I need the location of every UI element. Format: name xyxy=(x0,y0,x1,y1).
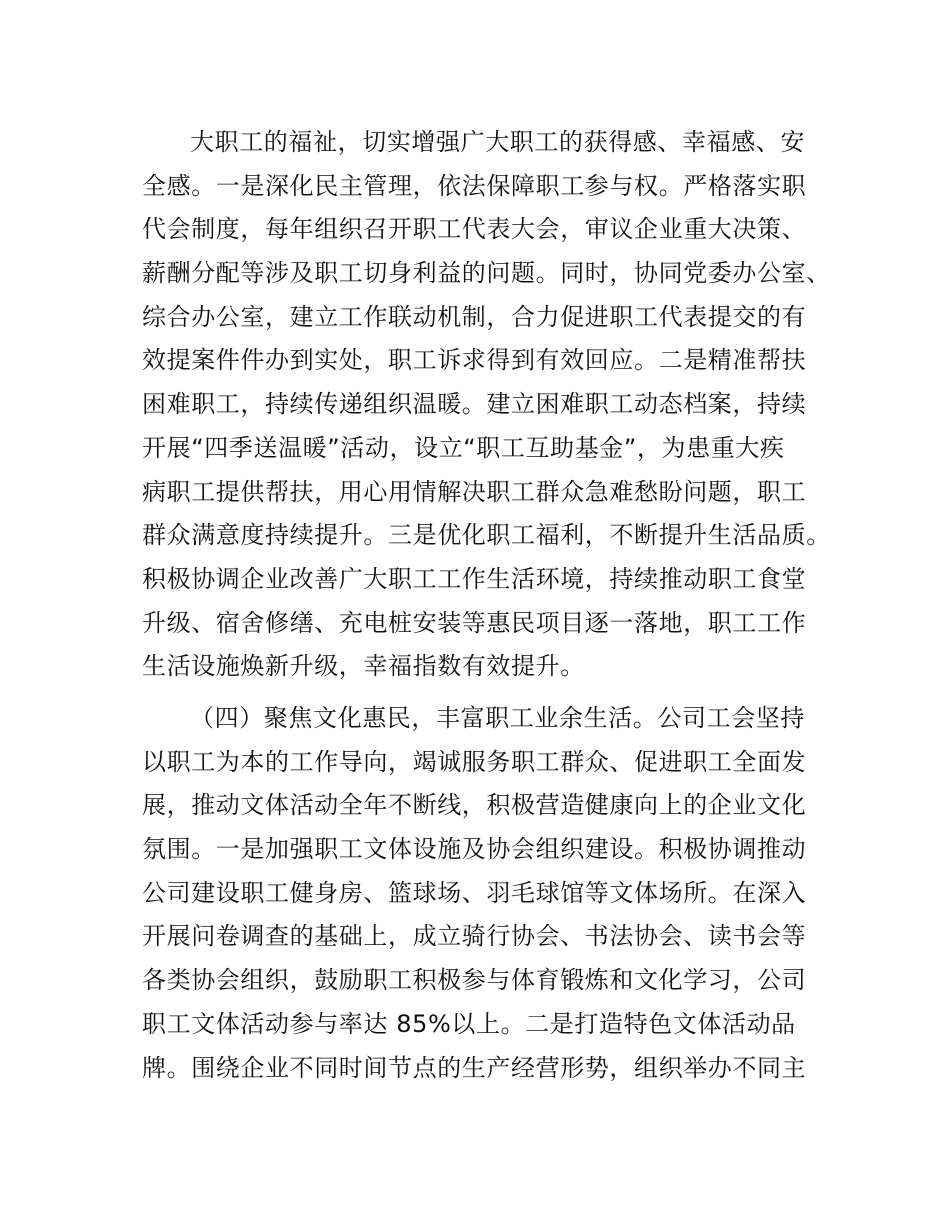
paragraph-line: 病职工提供帮扶，用心用情解决职工群众急难愁盼问题，职工 xyxy=(142,477,807,506)
paragraph-line: 各类协会组织，鼓励职工积极参与体育锻炼和文化学习，公司 xyxy=(142,966,807,995)
paragraph-line: 公司建设职工健身房、篮球场、羽毛球馆等文体场所。在深入 xyxy=(142,878,807,907)
paragraph-line: （四）聚焦文化惠民，丰富职工业余生活。公司工会坚持 xyxy=(190,704,805,732)
paragraph-line: 大职工的福祉，切实增强广大职工的获得感、幸福感、安 xyxy=(190,128,805,156)
paragraph-line: 展，推动文体活动全年不断线，积极营造健康向上的企业文化 xyxy=(142,791,807,820)
paragraph-line: 以职工为本的工作导向，竭诚服务职工群众、促进职工全面发 xyxy=(142,747,807,776)
paragraph-line: 薪酬分配等涉及职工切身利益的问题。同时，协同党委办公室、 xyxy=(142,259,831,288)
paragraph-line: 开展“四季送温暖”活动，设立“职工互助基金”，为患重大疾 xyxy=(142,433,785,462)
paragraph-line: 职工文体活动参与率达 85%以上。二是打造特色文体活动品 xyxy=(142,1009,796,1038)
paragraph-line: 综合办公室，建立工作联动机制，合力促进职工代表提交的有 xyxy=(142,302,807,331)
paragraph-line: 效提案件件办到实处，职工诉求得到有效回应。二是精准帮扶 xyxy=(142,346,807,375)
paragraph-line: 积极协调企业改善广大职工工作生活环境，持续推动职工食堂 xyxy=(142,564,807,593)
paragraph-line: 生活设施焕新升级，幸福指数有效提升。 xyxy=(142,652,585,681)
paragraph-line: 困难职工，持续传递组织温暖。建立困难职工动态档案，持续 xyxy=(142,390,807,419)
paragraph-line: 牌。围绕企业不同时间节点的生产经营形势，组织举办不同主 xyxy=(142,1053,807,1082)
paragraph-line: 氛围。一是加强职工文体设施及协会组织建设。积极协调推动 xyxy=(142,835,807,864)
paragraph-line: 群众满意度持续提升。三是优化职工福利，不断提升生活品质。 xyxy=(142,521,831,550)
paragraph-line: 升级、宿舍修缮、充电桩安装等惠民项目逐一落地，职工工作 xyxy=(142,608,807,637)
paragraph-2 xyxy=(142,697,822,1090)
paragraph-1 xyxy=(142,121,831,689)
paragraph-line: 代会制度，每年组织召开职工代表大会，审议企业重大决策、 xyxy=(142,215,807,244)
paragraph-line: 开展问卷调查的基础上，成立骑行协会、书法协会、读书会等 xyxy=(142,922,807,951)
paragraph-line: 全感。一是深化民主管理，依法保障职工参与权。严格落实职 xyxy=(142,171,807,200)
